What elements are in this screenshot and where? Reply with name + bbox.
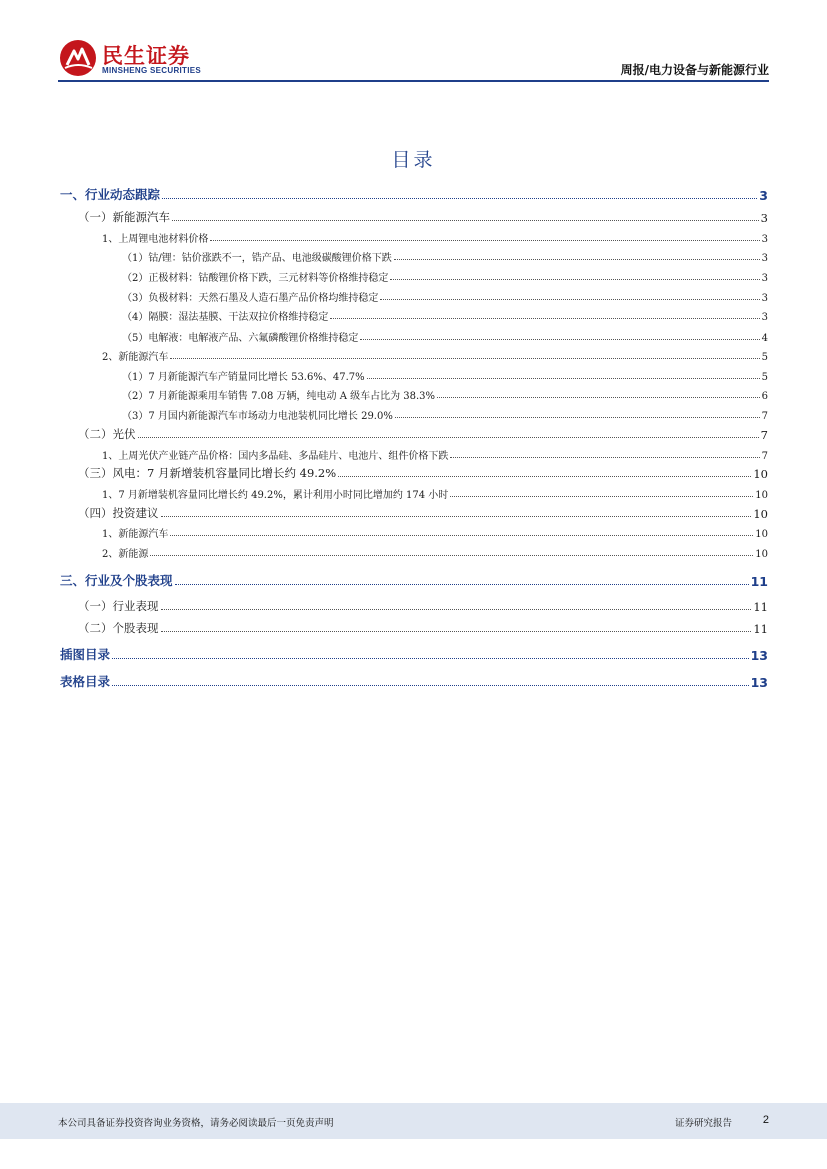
toc-leader-dots bbox=[210, 240, 759, 241]
toc-entry-page: 5 bbox=[761, 352, 768, 363]
toc-entry-page: 11 bbox=[753, 600, 768, 614]
toc-leader-dots bbox=[170, 535, 753, 536]
toc-entry-page: 13 bbox=[750, 675, 768, 690]
toc-entry-page: 6 bbox=[761, 391, 768, 402]
toc-leader-dots bbox=[112, 658, 749, 659]
toc-entry-label: （一）新能源汽车 bbox=[78, 210, 170, 224]
toc-entry-page: 11 bbox=[753, 622, 768, 636]
toc-entry[interactable] bbox=[60, 284, 768, 304]
toc-entry-label: （1）7 月新能源汽车产销量同比增长 53.6%、47.7% bbox=[122, 372, 365, 383]
toc-entry[interactable] bbox=[60, 520, 768, 540]
toc-entry-page: 3 bbox=[761, 293, 768, 304]
toc-entry[interactable] bbox=[60, 183, 768, 203]
toc-entry-label: 表格目录 bbox=[60, 674, 111, 689]
toc-entry-page: 3 bbox=[761, 312, 768, 323]
toc-entry-page: 10 bbox=[753, 467, 768, 481]
toc-entry-label: 1、7 月新增装机容量同比增长约 49.2%，累计利用小时同比增加约 174 小时 bbox=[102, 490, 449, 501]
toc-entry[interactable] bbox=[60, 422, 768, 442]
toc-entry-label: （四）投资建议 bbox=[78, 506, 159, 520]
toc-entry[interactable] bbox=[60, 643, 768, 663]
toc-entry-label: （二）光伏 bbox=[78, 427, 136, 441]
toc-entry[interactable] bbox=[60, 402, 768, 422]
toc-leader-dots bbox=[112, 685, 749, 686]
toc-entry[interactable] bbox=[60, 569, 768, 589]
toc-entry-label: 插图目录 bbox=[60, 647, 111, 662]
toc-entry-label: 1、上周光伏产业链产品价格：国内多晶硅、多晶硅片、电池片、组件价格下跌 bbox=[102, 451, 449, 462]
toc-entry-label: 一、行业动态跟踪 bbox=[60, 187, 161, 202]
toc-entry-page: 13 bbox=[750, 648, 768, 663]
toc-entry-page: 11 bbox=[750, 574, 768, 589]
toc-leader-dots bbox=[161, 609, 752, 610]
toc-entry-page: 3 bbox=[761, 273, 768, 284]
page-footer bbox=[0, 1103, 827, 1139]
toc-leader-dots bbox=[170, 358, 759, 359]
toc-entry-page: 3 bbox=[761, 234, 768, 245]
minsheng-logo-icon bbox=[58, 38, 98, 78]
toc-leader-dots bbox=[394, 259, 760, 260]
toc-entry-page: 3 bbox=[760, 211, 768, 225]
toc-entry[interactable] bbox=[60, 616, 768, 636]
toc-leader-dots bbox=[162, 198, 757, 199]
toc-entry-label: （2）正极材料：钴酸锂价格下跌，三元材料等价格维持稳定 bbox=[122, 273, 389, 284]
toc-entry-label: 三、行业及个股表现 bbox=[60, 573, 173, 588]
toc-leader-dots bbox=[380, 299, 759, 300]
toc-entry-page: 3 bbox=[759, 188, 768, 203]
company-logo bbox=[58, 38, 218, 80]
toc-entry[interactable] bbox=[60, 461, 768, 481]
toc-entry-label: （3）7 月国内新能源汽车市场动力电池装机同比增长 29.0% bbox=[122, 411, 393, 422]
toc-leader-dots bbox=[367, 378, 760, 379]
toc-entry-page: 10 bbox=[755, 529, 768, 540]
brand-name-cn: 民生证券 bbox=[102, 44, 190, 68]
toc-leader-dots bbox=[450, 496, 753, 497]
toc-entry[interactable] bbox=[60, 303, 768, 323]
toc-entry-page: 3 bbox=[761, 253, 768, 264]
toc-leader-dots bbox=[390, 279, 759, 280]
page-header bbox=[0, 0, 827, 90]
toc-entry-label: （1）钴/锂：钴价涨跌不一，锆产品、电池级碳酸锂价格下跌 bbox=[122, 253, 392, 264]
toc-entry[interactable] bbox=[60, 225, 768, 245]
toc-entry-label: （2）7 月新能源乘用车销售 7.08 万辆，纯电动 A 级车占比为 38.3% bbox=[122, 391, 436, 402]
report-type: 周报/电力设备与新能源行业 bbox=[620, 63, 769, 77]
toc-leader-dots bbox=[150, 555, 753, 556]
toc-entry-label: （一）行业表现 bbox=[78, 599, 159, 613]
toc-entry-label: 1、上周锂电池材料价格 bbox=[102, 234, 209, 245]
toc-entry-page: 10 bbox=[755, 490, 768, 501]
toc-entry[interactable] bbox=[60, 540, 768, 560]
toc-leader-dots bbox=[437, 397, 760, 398]
toc-entry-page: 10 bbox=[753, 507, 768, 521]
toc-entry-label: （3）负极材料：天然石墨及人造石墨产品价格均维持稳定 bbox=[122, 293, 379, 304]
toc-entry-page: 5 bbox=[761, 372, 768, 383]
toc-entry[interactable] bbox=[60, 324, 768, 344]
toc-entry-label: 2、新能源 bbox=[102, 549, 149, 560]
footer-doc-type: 证券研究报告 bbox=[674, 1118, 732, 1129]
toc-entry-label: 1、新能源汽车 bbox=[102, 529, 169, 540]
toc-leader-dots bbox=[138, 437, 759, 438]
toc-leader-dots bbox=[161, 631, 752, 632]
toc-leader-dots bbox=[175, 584, 749, 585]
toc-leader-dots bbox=[395, 417, 760, 418]
toc-entry[interactable] bbox=[60, 382, 768, 402]
toc-entry-page: 10 bbox=[755, 549, 768, 560]
toc-leader-dots bbox=[450, 457, 759, 458]
toc-entry[interactable] bbox=[60, 363, 768, 383]
toc-entry[interactable] bbox=[60, 264, 768, 284]
toc-entry[interactable] bbox=[60, 594, 768, 614]
header-divider bbox=[58, 80, 769, 82]
toc-leader-dots bbox=[360, 339, 759, 340]
toc-entry-label: 2、新能源汽车 bbox=[102, 352, 169, 363]
footer-disclaimer: 本公司具备证券投资咨询业务资格，请务必阅读最后一页免责声明 bbox=[58, 1118, 334, 1129]
toc-leader-dots bbox=[330, 318, 759, 319]
toc-entry[interactable] bbox=[60, 442, 768, 462]
toc-title: 目录 bbox=[391, 149, 436, 171]
toc-entry-label: （4）隔膜：湿法基膜、干法双拉价格维持稳定 bbox=[122, 312, 329, 323]
toc-entry[interactable] bbox=[60, 481, 768, 501]
toc-entry[interactable] bbox=[60, 670, 768, 690]
toc-entry-page: 7 bbox=[760, 428, 768, 442]
toc-entry[interactable] bbox=[60, 244, 768, 264]
toc-entry[interactable] bbox=[60, 343, 768, 363]
toc-entry-label: （5）电解液：电解液产品、六氟磷酸锂价格维持稳定 bbox=[122, 333, 359, 344]
toc-leader-dots bbox=[338, 476, 751, 477]
toc-leader-dots bbox=[161, 516, 752, 517]
toc-entry[interactable] bbox=[60, 205, 768, 225]
toc-entry-page: 4 bbox=[761, 333, 768, 344]
toc-leader-dots bbox=[172, 220, 759, 221]
toc-entry-label: （二）个股表现 bbox=[78, 621, 159, 635]
toc-entry[interactable] bbox=[60, 501, 768, 521]
toc-entry-page: 7 bbox=[761, 411, 768, 422]
toc-entry-page: 7 bbox=[761, 451, 768, 462]
toc-entry-label: （三）风电：7 月新增装机容量同比增长约 49.2% bbox=[78, 466, 337, 480]
brand-name-en: MINSHENG SECURITIES bbox=[102, 66, 202, 75]
page-number: 2 bbox=[762, 1114, 769, 1126]
